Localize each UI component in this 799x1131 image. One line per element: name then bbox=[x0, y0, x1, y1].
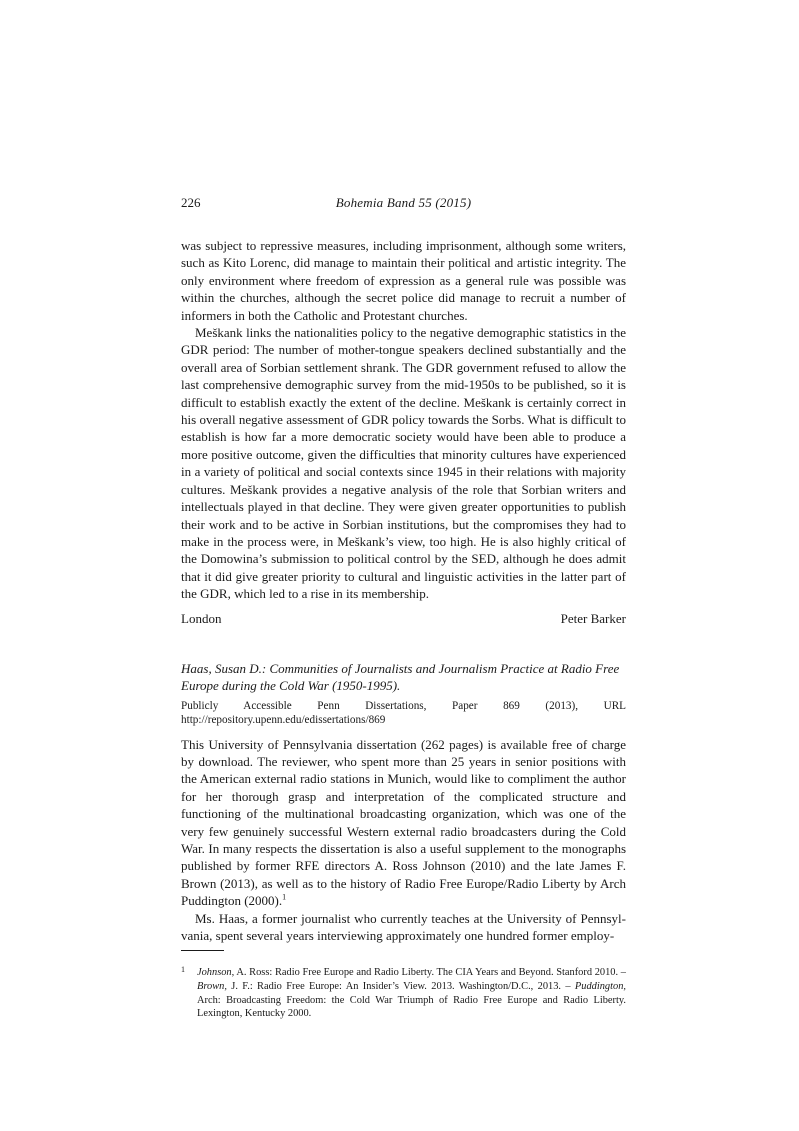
footnote-author: Puddington, bbox=[574, 981, 626, 993]
footnote-text: Arch: Broadcasting Freedom: the Cold War Triumph of Radio Free Europe and Radio Liberty. Lexington, Kentucky 2000. bbox=[197, 994, 626, 1020]
footnote-author: Johnson, bbox=[197, 967, 235, 979]
reviewer-name: Peter Barker bbox=[560, 610, 626, 626]
running-head bbox=[181, 193, 626, 213]
footnote-divider bbox=[181, 950, 224, 951]
previous-review-text bbox=[181, 237, 626, 603]
footnote-text: J. F.: Radio Free Europe: An Insider’s View. 2013. Washington/D.C., 2013. – bbox=[226, 981, 575, 993]
paragraph bbox=[181, 736, 626, 910]
review-heading: Haas, Susan D.: Communities of Journalists and Journalism Practice at Radio Free Europe during the Cold War (1950-1995). bbox=[181, 660, 620, 694]
review-citation: Publicly Accessible Penn Dissertations, Paper 869 (2013), URL http://repository.upenn.edu/edissertations/869 bbox=[181, 699, 626, 727]
footnote-text: A. Ross: Radio Free Europe and Radio Liberty. The CIA Years and Beyond. Stanford 2010. – bbox=[234, 967, 626, 979]
paragraph: Ms. Haas, a former journalist who currently teaches at the University of Pennsylvania, spent several years interviewing approximately one hundred former employ- bbox=[181, 910, 626, 944]
paragraph-text: This University of Pennsylvania dissertation (262 pages) is available free of charge by download. The reviewer, who spent more than 25 years in senior positions with the American external radio stations in Munich, would like to compliment the author for her thorough grasp and interpretation of the complicated structure and functioning of the multinational broadcasting organization, which was one of the very few genuinely successful Western external radio broadcasters during the Cold War. In many respects the dissertation is also a useful supplement to the monographs published by former RFE directors A. Ross Johnson (2010) and the late James F. Brown (2013), as well as to the history of Radio Free Europe/Radio Liberty by Arch Puddington (2000). bbox=[181, 736, 626, 909]
footnote-author: Brown, bbox=[197, 981, 227, 993]
paragraph: was subject to repressive measures, including imprisonment, although some writers, such as Kito Lorenc, did manage to maintain their political and artistic integrity. The only environment where freedom of expression as a general rule was possible was within the churches, although the secret police did manage to recruit a number of informers in both the Catholic and Protestant churches. bbox=[181, 238, 626, 323]
journal-title: Bohemia Band 55 (2015) bbox=[335, 195, 472, 210]
paragraph: Meškank links the nationalities policy to the negative demographic statistics in the GDR period: The number of mother-tongue speakers declined substantially and the overall area of Sorbian settlement shrank. The GDR government refused to allow the last comprehensive demographic survey from the mid-1950s to be published, so it is difficult to establish exactly the extent of the decline. Meškank is certainly correct in his overall negative assessment of GDR policy towards the Sorbs. What is difficult to establish is how far a more democratic society would have been able to produce a more positive outcome, given the difficulties that minority cultures have experienced in a variety of political and social contexts since 1945 in their relations with majority cultures. Meškank provides a negative analysis of the role that Sorbian writers and intellectuals played in that decline. They were given greater opportunities to publish their work and to be active in Sorbian institutions, but the compromises they had to make in the process were, in Meškank’s view, too high. He is also highly critical of the Domowina’s submission to political control by the SED, although he does admit that it did give greater priority to cultural and linguistic activities in the latter part of the GDR, which led to a rise in its membership. bbox=[181, 325, 626, 602]
footnote-number: 1 bbox=[181, 965, 185, 975]
footnote-reference[interactable]: 1 bbox=[282, 892, 287, 902]
footnote bbox=[181, 966, 626, 1020]
review-text bbox=[181, 736, 626, 945]
book-page bbox=[181, 193, 626, 1021]
page-number: 226 bbox=[181, 195, 201, 210]
review-signature bbox=[181, 610, 626, 627]
review-place: London bbox=[181, 610, 222, 626]
